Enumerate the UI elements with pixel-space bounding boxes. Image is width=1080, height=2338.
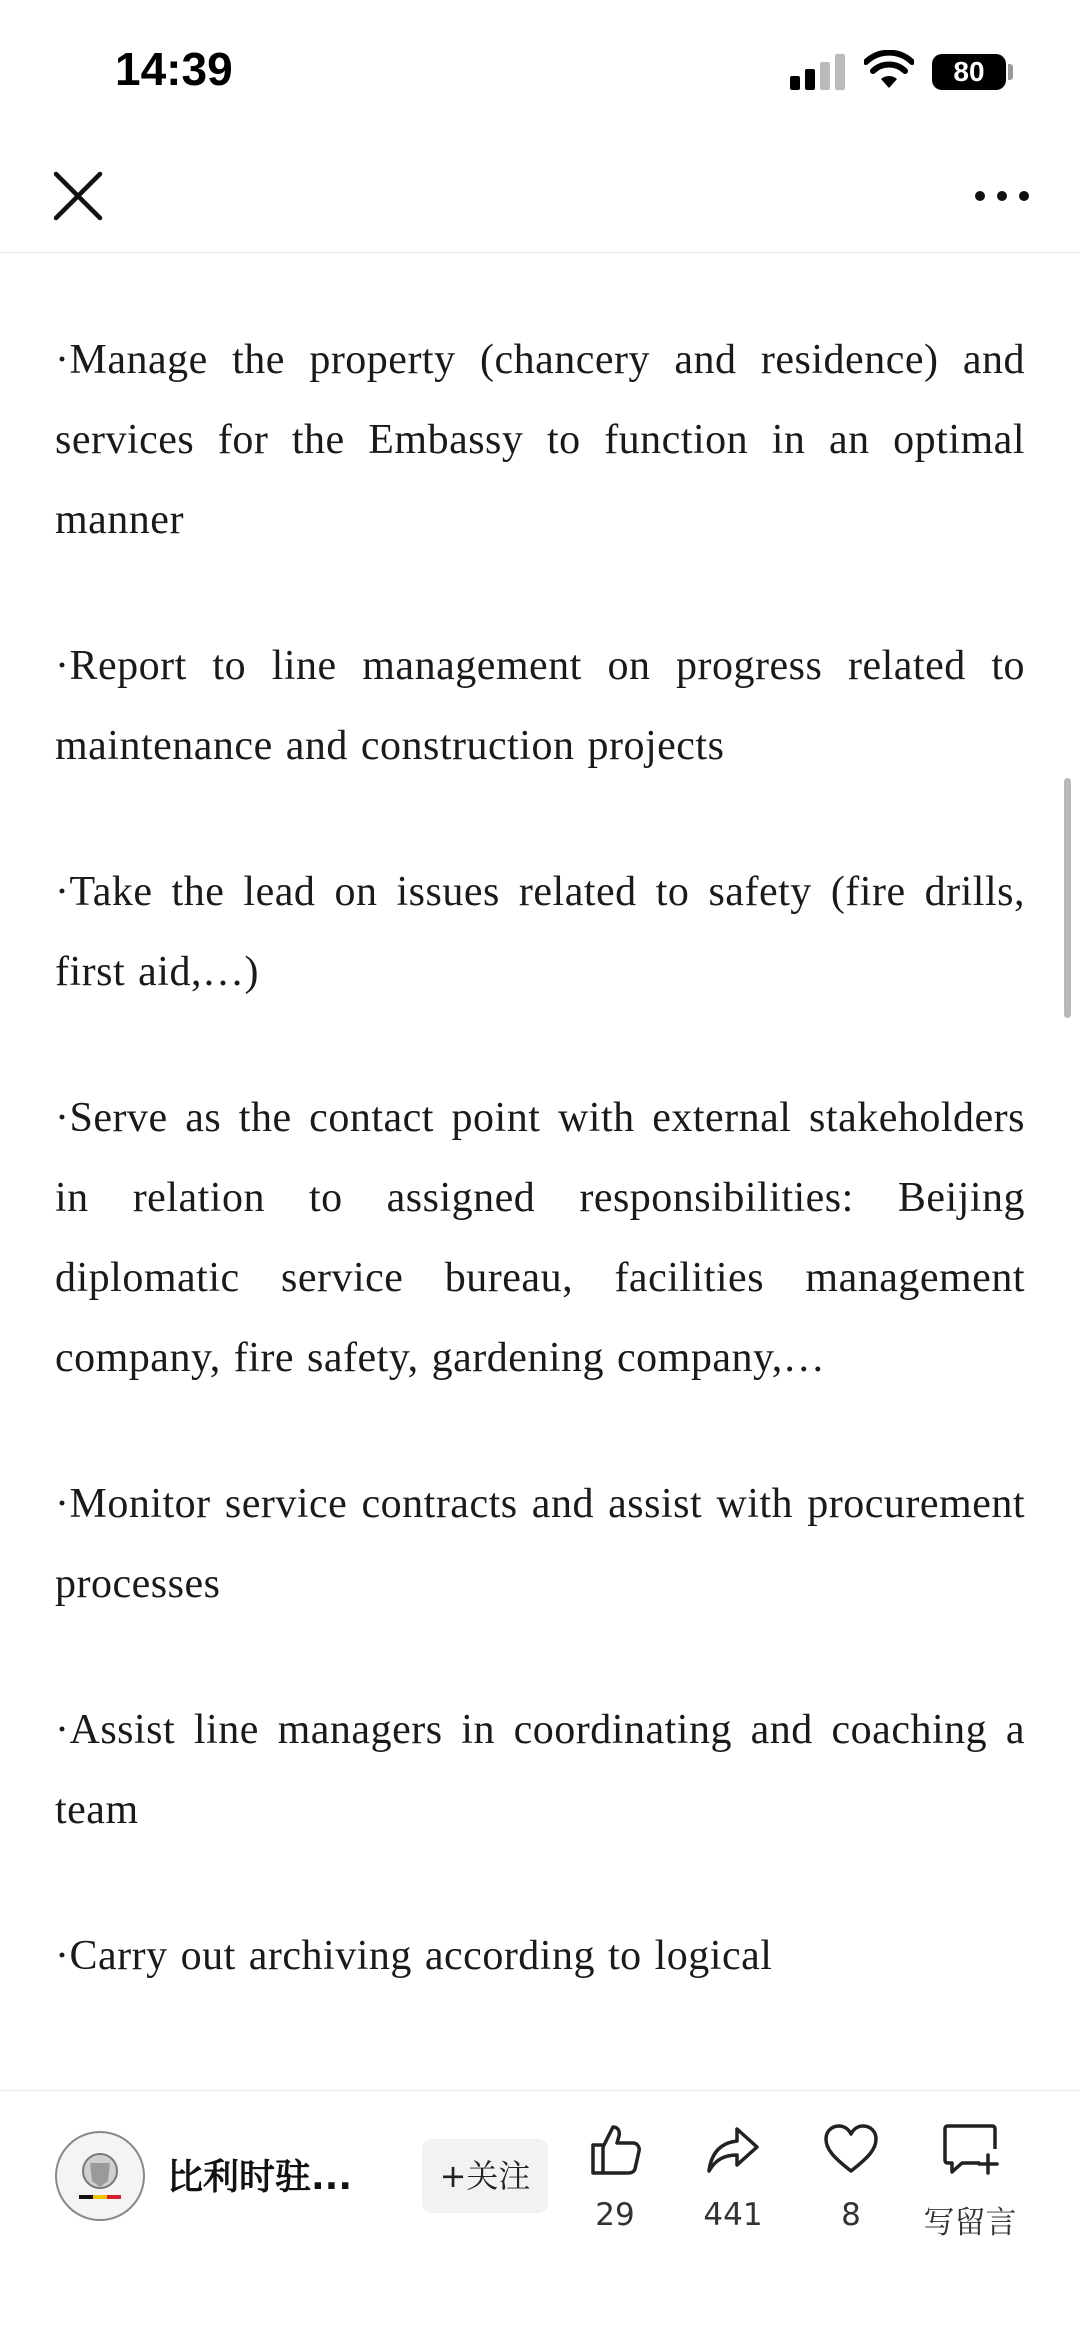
account-name[interactable]: 比利时驻... — [167, 2157, 353, 2198]
follow-button[interactable]: +关注 — [422, 2139, 548, 2213]
close-icon[interactable] — [48, 166, 108, 226]
favorite-count: 8 — [841, 2197, 861, 2233]
wifi-icon — [864, 50, 914, 90]
bottom-toolbar — [0, 2090, 1080, 2338]
battery-level: 80 — [932, 54, 1006, 90]
nav-bar — [0, 140, 1080, 253]
share-arrow-icon — [703, 2119, 763, 2179]
cellular-signal-icon — [790, 54, 846, 90]
article-body — [55, 320, 1025, 2062]
comment-button[interactable] — [915, 2119, 1025, 2242]
status-time: 14:39 — [115, 43, 233, 95]
share-button[interactable] — [678, 2119, 788, 2233]
article-paragraph: ·Monitor service contracts and assist with procurement processes — [55, 1481, 1025, 1607]
like-button[interactable] — [560, 2119, 670, 2233]
share-count: 441 — [703, 2197, 763, 2233]
article-paragraph: ·Report to line management on progress related to maintenance and construction projects — [55, 643, 1025, 769]
battery-cap — [1008, 64, 1013, 80]
heart-icon — [821, 2119, 881, 2179]
like-count: 29 — [595, 2197, 635, 2233]
favorite-button[interactable] — [796, 2119, 906, 2233]
comment-icon — [940, 2119, 1000, 2179]
article-paragraph: ·Serve as the contact point with external stakeholders in relation to assigned responsibilities: Beijing diplomatic service bureau, facilities management company, fire safety, gardening company,… — [55, 1095, 1025, 1381]
account-avatar[interactable] — [55, 2131, 145, 2221]
article-paragraph: ·Manage the property (chancery and residence) and services for the Embassy to function in an optimal manner — [55, 337, 1025, 543]
article-paragraph: ·Take the lead on issues related to safety (fire drills, first aid,…) — [55, 869, 1025, 995]
article-paragraph: ·Assist line managers in coordinating and coaching a team — [55, 1707, 1025, 1833]
more-icon[interactable] — [970, 166, 1034, 226]
embassy-crest-icon — [57, 2133, 143, 2219]
status-bar — [0, 0, 1080, 140]
scrollbar[interactable] — [1064, 778, 1071, 1018]
thumbs-up-icon — [585, 2119, 645, 2179]
comment-label: 写留言 — [923, 2205, 1017, 2241]
article-paragraph: ·Carry out archiving according to logical — [55, 1933, 773, 1979]
